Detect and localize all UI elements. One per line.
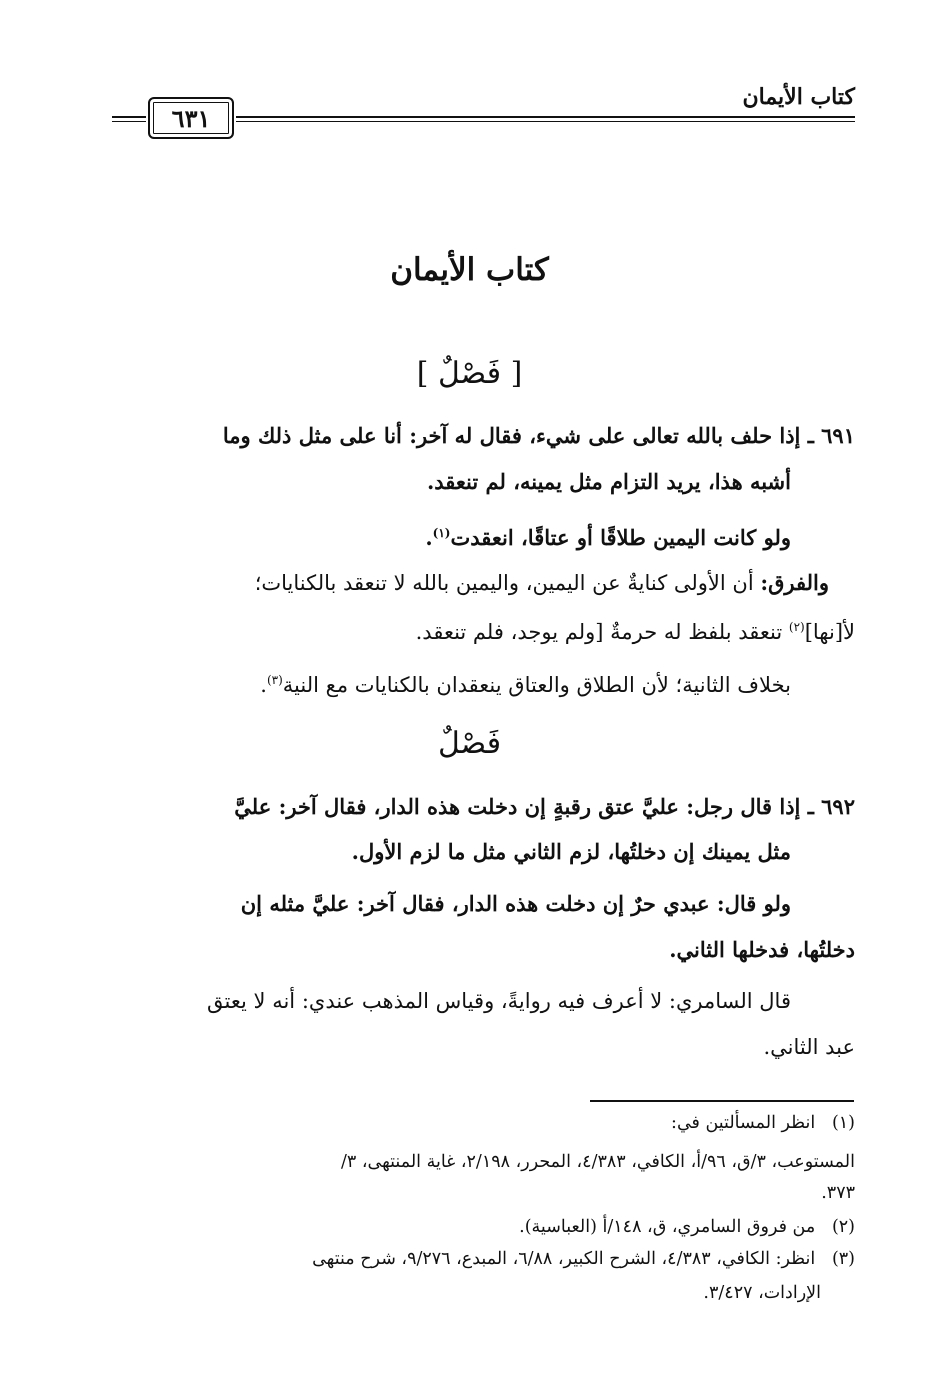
footnote-1-line-3: ٣٧٣.: [821, 1183, 855, 1203]
para-691-line-3: [110, 511, 791, 560]
footnote-1-line-2: المستوعب، ٣/ق، ٩٦/أ، الكافي، ٤/٣٨٣، المحرر، ٢/١٩٨، غاية المنتهى، ٣/: [340, 1152, 855, 1172]
header-rule-right: [236, 116, 855, 122]
para-691-line-3-text: ولو كانت اليمين طلاقًا أو عتاقًا، انعقدت: [450, 525, 791, 550]
footnote-1-text-1: انظر المسألتين في:: [671, 1113, 816, 1133]
difference-text-3: بخلاف الثانية؛ لأن الطلاق والعتاق ينعقدان بالكنايات مع النية: [282, 673, 791, 697]
difference-line-1: [110, 561, 829, 605]
para-692-line-1: ٦٩٢ ـ إذا قال رجل: عليَّ عتق رقبةٍ إن دخلت هذه الدار، فقال آخر: عليَّ: [234, 794, 855, 819]
para-692-line-5: قال السامري: لا أعرف فيه روايةً، وقياس المذهب عندي: أنه لا يعتق: [207, 989, 791, 1013]
para-691-line-2: أشبه هذا، يريد التزام مثل يمينه، لم تنعقد.: [426, 469, 791, 494]
para-692-line-4: دخلتُها، فدخلها الثاني.: [669, 937, 855, 962]
footnote-2-text: من فروق السامري، ق، ١٤٨/أ (العباسية).: [519, 1217, 816, 1237]
footnote-3-text-1: انظر: الكافي، ٤/٣٨٣، الشرح الكبير، ٦/٨٨، المبدع، ٩/٢٧٦، شرح منتهى: [312, 1249, 816, 1269]
footnote-ref-1: (١): [432, 526, 451, 540]
difference-text-3-end: .: [260, 673, 267, 697]
difference-text-1: أن الأولى كنايةٌ عن اليمين، واليمين بالله لا تنعقد بالكنايات؛: [254, 571, 754, 595]
page-number: ٦٣١: [148, 97, 234, 139]
para-691-line-1: ٦٩١ ـ إذا حلف بالله تعالى على شيء، فقال له آخر: أنا على مثل ذلك وما: [222, 423, 855, 448]
difference-text-2b: تنعقد بلفظ له حرمةٌ [ولم يوجد، فلم تنعقد.: [415, 620, 783, 644]
footnote-separator: [590, 1100, 854, 1102]
footnote-1-number: (١): [831, 1113, 855, 1133]
para-692-line-3: ولو قال: عبدي حرٌ إن دخلت هذه الدار، فقال آخر: عليَّ مثله إن: [240, 891, 791, 916]
footnote-3-line-2: الإرادات، ٣/٤٢٧.: [703, 1283, 821, 1303]
footnote-2-number: (٢): [831, 1217, 855, 1237]
chapter-title: كتاب الأيمان: [390, 252, 549, 288]
footnote-ref-2: (٢): [788, 620, 805, 634]
footnote-1-line-1: [110, 1108, 855, 1139]
footnote-2: [110, 1212, 855, 1243]
running-header: كتاب الأيمان: [742, 84, 855, 110]
para-692-line-6: عبد الثاني.: [763, 1035, 855, 1059]
section-heading-2: فَصْلٌ: [437, 726, 502, 761]
section-heading: [ فَصْلٌ ]: [416, 356, 523, 391]
header-rule-left: [112, 116, 146, 122]
para-692-line-2: مثل يمينك إن دخلتُها، لزم الثاني مثل ما لزم الأول.: [351, 839, 791, 864]
footnote-3-number: (٣): [831, 1249, 855, 1269]
para-691-line-3-end: .: [425, 525, 433, 550]
footnote-ref-3: (٣): [266, 673, 283, 687]
footnote-3-line-1: [110, 1244, 855, 1275]
difference-line-3: [110, 658, 791, 707]
difference-line-2: [110, 605, 855, 654]
difference-label: والفرق:: [760, 570, 829, 595]
difference-text-2a: لأ[نها]: [804, 620, 855, 644]
